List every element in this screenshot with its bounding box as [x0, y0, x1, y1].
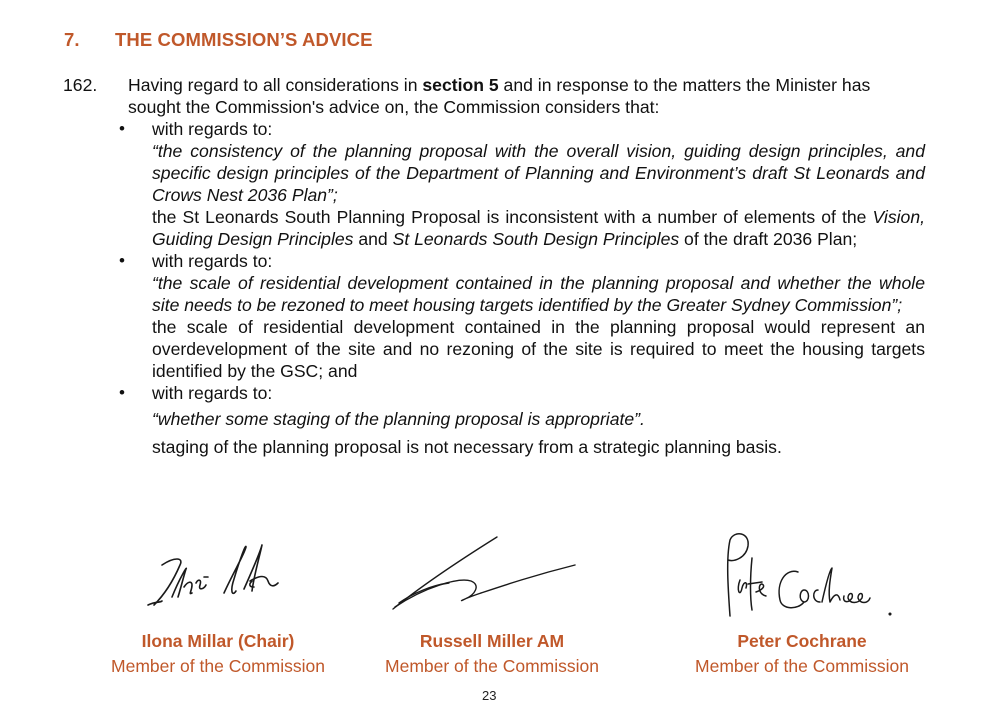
item-quote: “the scale of residential development contained in the planning proposal and whether the whole site needs to be rezoned to meet housing targets identified by the Greater Sydney Commission”;	[152, 273, 925, 315]
paragraph-162	[63, 74, 925, 458]
page-number: 23	[482, 688, 497, 703]
signature-ilona-millar	[140, 535, 300, 615]
item-lead: with regards to:	[152, 383, 273, 403]
section-title: THE COMMISSION’S ADVICE	[115, 29, 373, 50]
advice-list	[119, 118, 925, 458]
answer-text: of the draft 2036 Plan;	[679, 229, 858, 249]
signatory-name: Ilona Millar (Chair)	[141, 631, 295, 651]
item-quote: “whether some staging of the planning proposal is appropriate”.	[152, 409, 645, 429]
section-heading	[64, 29, 373, 51]
signatory-role: Member of the Commission	[111, 656, 325, 676]
section-number: 7.	[64, 29, 80, 50]
item-quote: “the consistency of the planning proposal with the overall vision, guiding design principles, and specific design principles of the Department of Planning and Environment’s draft St Leonards and Crows Nest 2036 Plan”;	[152, 141, 925, 205]
paragraph-number: 162.	[63, 75, 98, 95]
item-answer	[152, 206, 925, 250]
intro-text-start: Having regard to all considerations in	[128, 75, 423, 95]
item-answer: staging of the planning proposal is not necessary from a strategic planning basis.	[152, 437, 782, 457]
list-item	[119, 250, 925, 382]
signatory-name: Peter Cochrane	[737, 631, 867, 651]
list-item	[119, 118, 925, 250]
bullet-marker: •	[119, 383, 125, 402]
paragraph-intro	[128, 74, 925, 118]
answer-text: and	[353, 229, 393, 249]
bullet-marker: •	[119, 251, 125, 270]
answer-italic: Vision, Guiding Design Principles	[152, 207, 925, 249]
signature-russell-miller	[385, 535, 580, 615]
signatory-role: Member of the Commission	[695, 656, 909, 676]
list-item	[119, 382, 925, 458]
item-answer: the scale of residential development contained in the planning proposal would represent an overdevelopment of the site and no rezoning of the site is required to meet the housing targets identified by the GSC; and	[152, 317, 925, 381]
intro-text-end: and in response to the matters the Minister has sought the Commission's advice on, the Commission considers that:	[128, 75, 871, 117]
bullet-marker: •	[119, 119, 125, 138]
signatory-name: Russell Miller AM	[419, 631, 565, 651]
item-lead: with regards to:	[152, 119, 273, 139]
signature-peter-cochrane	[718, 528, 908, 623]
signatory-role: Member of the Commission	[385, 656, 599, 676]
answer-italic: St Leonards South Design Principles	[392, 229, 680, 249]
answer-text: the St Leonards South Planning Proposal is inconsistent with a number of elements of the	[152, 207, 873, 227]
item-lead: with regards to:	[152, 251, 273, 271]
intro-bold-ref: section 5	[422, 75, 499, 95]
